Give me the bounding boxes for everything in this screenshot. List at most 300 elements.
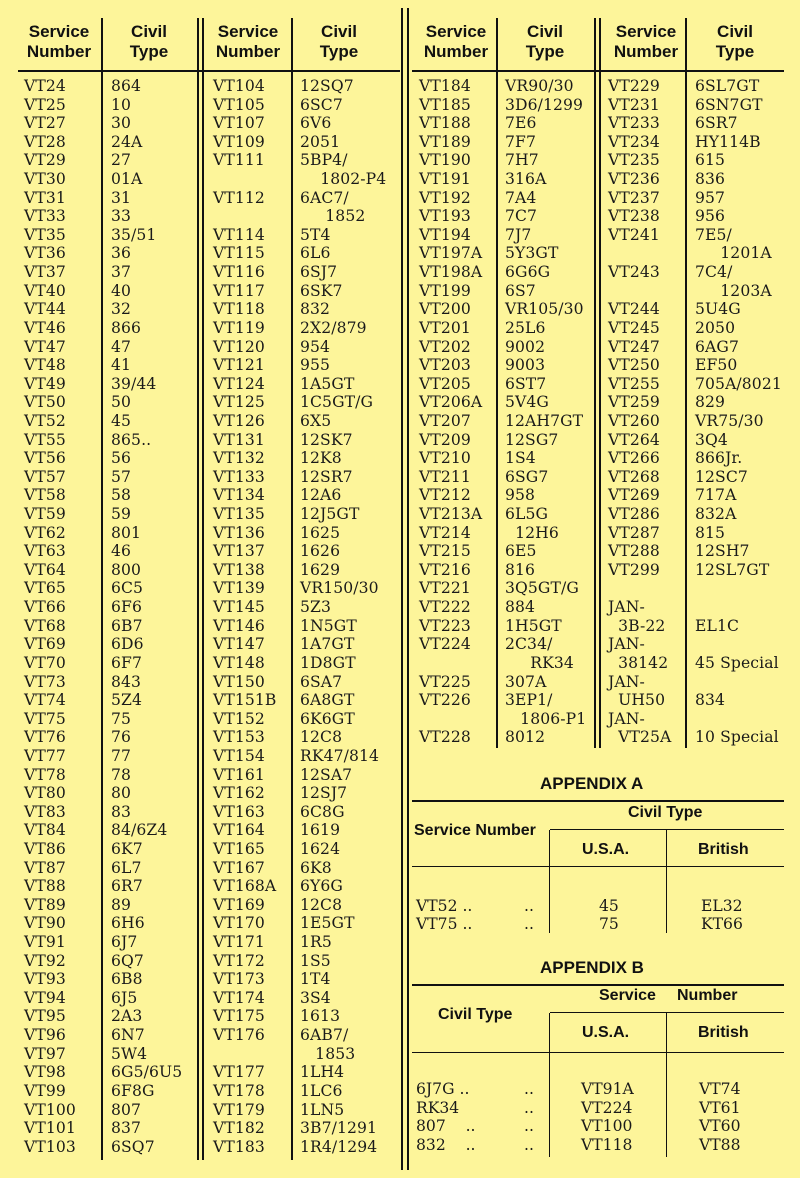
service-number-cell: VT104 [213, 77, 265, 95]
service-number-cell: VT62 [24, 523, 66, 542]
appendix-b-title: APPENDIX B [540, 958, 644, 977]
civil-type-cell: 1S5 [300, 951, 331, 970]
service-number-cell: VT95 [24, 1007, 66, 1026]
service-number-cell: VT96 [24, 1026, 66, 1045]
service-number-cell: VT216 [419, 560, 471, 579]
service-number-cell: VT25A [608, 728, 672, 747]
appendix-b-head-british: British [698, 1024, 749, 1041]
header-civil-3 [503, 22, 587, 62]
service-number-cell: VT97 [24, 1044, 66, 1063]
service-number-cell [213, 170, 277, 189]
service-number-cell: VT182 [213, 1119, 265, 1138]
civil-type-cell: 6A8GT [300, 691, 355, 710]
service-number-cell: VT177 [213, 1063, 265, 1082]
civil-type-cell: 45 Special [695, 653, 779, 672]
service-number-cell: VT136 [213, 523, 265, 542]
civil-type-cell: 36 [111, 244, 132, 263]
service-number-cell: VT46 [24, 318, 66, 337]
civil-type-cell: 829 [695, 393, 726, 412]
service-number-cell: VT169 [213, 895, 265, 914]
civil-type-cell: 3Q5GT/G [505, 579, 579, 598]
header-rule-left [18, 70, 400, 72]
service-number-cell: VT185 [419, 95, 471, 114]
header-service-bottom: Number [26, 42, 92, 61]
civil-type-cell: 57 [111, 467, 132, 486]
service-number-cell: VT176 [213, 1026, 265, 1045]
service-number-cell: VT162 [213, 784, 265, 803]
header-service-bottom: Number [215, 42, 281, 61]
service-number-cell: VT178 [213, 1081, 265, 1100]
header-rule-right [412, 70, 784, 72]
service-number-cell: VT73 [24, 672, 66, 691]
service-number-cell: VT63 [24, 542, 66, 561]
page-divider [407, 8, 409, 1170]
service-number-cell: VT58 [24, 486, 66, 505]
service-number-cell: VT99 [24, 1081, 66, 1100]
civil-type-cell: 84/6Z4 [111, 821, 168, 840]
civil-type-cell: 6K6GT [300, 709, 355, 728]
appendix-b-row-key: 6J7G .. [416, 1080, 470, 1098]
civil-type-cell: 1629 [300, 560, 341, 579]
civil-type-cell: 1624 [300, 839, 341, 858]
service-number-cell: VT83 [24, 802, 66, 821]
civil-type-cell: 2X2/879 [300, 318, 367, 337]
service-number-cell: VT64 [24, 560, 66, 579]
service-number-cell [213, 1045, 277, 1064]
service-number-cell: VT31 [24, 188, 66, 207]
service-number-cell: VT287 [608, 523, 660, 542]
header-civil-2 [298, 22, 380, 62]
service-number-cell: VT91 [24, 933, 66, 952]
service-number-cell: VT116 [213, 263, 265, 282]
service-number-cell: VT161 [213, 765, 265, 784]
appendix-a-divider [549, 830, 550, 933]
service-number-cell: VT49 [24, 374, 66, 393]
service-number-cell: VT250 [608, 356, 660, 375]
service-number-cell: VT65 [24, 579, 66, 598]
service-number-cell: VT183 [213, 1137, 265, 1156]
service-number-cell: VT57 [24, 467, 66, 486]
civil-type-cell: 1LC6 [300, 1081, 343, 1100]
service-number-cell: VT266 [608, 449, 660, 468]
service-number-cell: VT190 [419, 151, 471, 170]
appendix-a-row-usa: 75 [599, 915, 619, 933]
service-number-cell: VT133 [213, 467, 265, 486]
civil-type-cell: 27 [111, 151, 132, 170]
service-number-cell: VT36 [24, 244, 66, 263]
service-number-cell: VT86 [24, 839, 66, 858]
service-number-cell: VT145 [213, 598, 265, 617]
civil-type-cell: 9003 [505, 356, 546, 375]
appendix-b-row-usa: VT91A [581, 1080, 634, 1098]
service-number-cell: VT170 [213, 914, 265, 933]
civil-type-cell: 837 [111, 1119, 142, 1138]
civil-type-cell: 864 [111, 77, 142, 95]
service-number-cell: VT80 [24, 784, 66, 803]
service-number-cell: VT131 [213, 430, 265, 449]
civil-type-cell: 6SJ7 [300, 263, 338, 282]
service-column-3 [419, 77, 482, 747]
service-number-cell: VT268 [608, 467, 660, 486]
service-number-cell: VT111 [213, 151, 265, 170]
civil-type-cell: 10 [111, 95, 132, 114]
civil-type-cell [695, 635, 782, 654]
service-number-cell: VT168A [213, 877, 277, 896]
service-number-cell: VT138 [213, 560, 265, 579]
header-civil-bottom: Type [319, 42, 359, 61]
appendix-a-row-usa: 45 [599, 897, 619, 915]
civil-type-cell: 6S7 [505, 281, 536, 300]
civil-type-cell: 12K8 [300, 449, 342, 468]
civil-type-cell: 5U4G [695, 300, 741, 319]
civil-type-cell: 6J5 [111, 988, 138, 1007]
service-number-cell: VT35 [24, 225, 66, 244]
civil-type-cell: 865.. [111, 430, 152, 449]
appendix-b-row-british: VT74 [699, 1080, 741, 1098]
service-number-cell: VT114 [213, 225, 265, 244]
service-number-cell: VT78 [24, 765, 66, 784]
civil-type-cell: 1N5GT [300, 616, 357, 635]
civil-type-cell: 6L7 [111, 858, 142, 877]
service-number-cell: VT55 [24, 430, 66, 449]
service-number-cell: VT222 [419, 598, 471, 617]
service-number-cell: JAN- [608, 598, 645, 617]
service-number-cell: VT112 [213, 188, 265, 207]
service-number-cell: VT103 [24, 1137, 76, 1156]
civil-type-cell: 1613 [300, 1007, 341, 1026]
civil-type-cell: 37 [111, 263, 132, 282]
appendix-b-head-group-b: Number [677, 987, 738, 1004]
service-number-cell: VT68 [24, 616, 66, 635]
civil-type-cell: 32 [111, 300, 132, 319]
civil-type-cell: 866 [111, 318, 142, 337]
civil-type-cell: 56 [111, 449, 132, 468]
civil-type-cell: 6K8 [300, 858, 332, 877]
service-number-cell: VT211 [419, 467, 471, 486]
service-number-cell: VT244 [608, 300, 660, 319]
service-number-cell: VT90 [24, 914, 66, 933]
civil-type-cell: RK34 [505, 653, 574, 672]
service-number-cell: UH50 [608, 691, 666, 710]
civil-type-cell: 816 [505, 560, 536, 579]
service-number-cell: VT179 [213, 1100, 265, 1119]
service-number-cell: VT165 [213, 839, 265, 858]
column-divider-double [594, 18, 596, 748]
header-civil-bottom: Type [715, 42, 755, 61]
civil-type-cell: 6X5 [300, 411, 332, 430]
service-number-cell: VT150 [213, 672, 265, 691]
civil-type-cell: 10 Special [695, 728, 779, 747]
service-number-cell: VT120 [213, 337, 265, 356]
service-number-cell: VT175 [213, 1007, 265, 1026]
civil-type-cell: 2051 [300, 132, 341, 151]
page-divider [401, 8, 403, 1170]
service-number-cell: VT189 [419, 132, 471, 151]
civil-type-cell: 31 [111, 188, 132, 207]
civil-type-cell: RK47/814 [300, 746, 380, 765]
civil-type-cell: 12SJ7 [300, 784, 348, 803]
service-number-cell: VT66 [24, 598, 66, 617]
civil-type-cell: VR90/30 [505, 77, 574, 95]
civil-type-cell: 6C5 [111, 579, 144, 598]
header-civil-top: Civil [131, 22, 167, 41]
service-number-cell: VT139 [213, 579, 265, 598]
civil-type-cell: 12SH7 [695, 542, 750, 561]
civil-type-cell: 6H6 [111, 914, 145, 933]
civil-type-cell: 12C8 [300, 895, 343, 914]
service-number-cell: VT264 [608, 430, 660, 449]
service-number-cell: VT236 [608, 170, 660, 189]
appendix-a-head-group: Civil Type [628, 804, 703, 821]
service-number-cell: VT105 [213, 95, 265, 114]
civil-type-cell: 3B7/1291 [300, 1119, 378, 1138]
civil-type-cell: 78 [111, 765, 132, 784]
civil-type-cell: 6SL7GT [695, 77, 760, 95]
civil-type-cell: 1C5GT/G [300, 393, 374, 412]
civil-type-cell: 41 [111, 356, 132, 375]
service-number-cell: VT237 [608, 188, 660, 207]
service-number-cell: VT126 [213, 411, 265, 430]
service-number-cell: VT24 [24, 77, 66, 95]
appendix-a-row-british: KT66 [701, 915, 743, 933]
civil-column-2 [300, 77, 386, 1156]
service-number-cell: VT147 [213, 635, 265, 654]
civil-type-cell: 6AC7/ [300, 188, 349, 207]
service-number-cell: VT132 [213, 449, 265, 468]
civil-type-cell: 7F7 [505, 132, 536, 151]
service-number-cell: JAN- [608, 672, 645, 691]
service-number-cell: VT121 [213, 356, 265, 375]
appendix-a-row-key: VT52 .. [416, 897, 473, 915]
civil-type-cell: 6F7 [111, 653, 142, 672]
service-number-cell: VT206A [419, 393, 483, 412]
civil-type-cell: 1A5GT [300, 374, 355, 393]
appendix-a-head-usa: U.S.A. [582, 841, 630, 858]
service-number-cell: VT75 [24, 709, 66, 728]
service-number-cell: VT77 [24, 746, 66, 765]
civil-type-cell: 6SQ7 [111, 1137, 155, 1156]
civil-type-cell: 1T4 [300, 970, 331, 989]
civil-type-cell: 2C34/ [505, 635, 553, 654]
service-number-cell: VT235 [608, 151, 660, 170]
appendix-b-row-key: 832 .. [416, 1136, 476, 1154]
service-number-cell: VT215 [419, 542, 471, 561]
appendix-b-divider [549, 1013, 550, 1157]
service-number-cell: VT151B [213, 691, 277, 710]
civil-type-cell: 6N7 [111, 1026, 145, 1045]
appendix-b-row-dots: .. [524, 1117, 534, 1135]
civil-type-cell: 7E5/ [695, 225, 732, 244]
civil-type-cell: 6F6 [111, 598, 142, 617]
civil-type-cell: 1R5 [300, 933, 332, 952]
civil-type-cell: 6L6 [300, 244, 331, 263]
column-divider [291, 18, 293, 1160]
header-civil-bottom: Type [525, 42, 565, 61]
service-number-cell: VT234 [608, 132, 660, 151]
service-number-cell: VT146 [213, 616, 265, 635]
header-service-top: Service [615, 22, 677, 41]
service-number-cell: VT69 [24, 635, 66, 654]
service-number-cell: VT87 [24, 858, 66, 877]
service-number-cell: VT118 [213, 300, 265, 319]
service-number-cell: VT213A [419, 505, 483, 524]
civil-type-cell: 6G6G [505, 263, 551, 282]
civil-type-cell: 1H5GT [505, 616, 562, 635]
service-number-cell: VT29 [24, 151, 66, 170]
header-service-1 [22, 22, 96, 62]
appendix-b-row-dots: .. [524, 1080, 534, 1098]
civil-type-cell: 6V6 [300, 114, 332, 133]
appendix-b-sub-rule [550, 1012, 784, 1013]
appendix-a-head-rule [412, 866, 784, 867]
service-number-cell: VT207 [419, 411, 471, 430]
appendix-b-row-dots: .. [524, 1136, 534, 1154]
civil-type-cell: 50 [111, 393, 132, 412]
civil-type-cell: 1S4 [505, 449, 536, 468]
service-number-cell: VT286 [608, 505, 660, 524]
service-number-cell: VT28 [24, 132, 66, 151]
service-number-cell: VT100 [24, 1100, 76, 1119]
service-number-cell: VT200 [419, 300, 471, 319]
service-number-cell: VT299 [608, 560, 660, 579]
civil-type-cell: 12SQ7 [300, 77, 354, 95]
civil-type-cell: 6L5G [505, 505, 549, 524]
service-number-cell [419, 654, 482, 673]
civil-type-cell: 01A [111, 170, 143, 189]
civil-type-cell: 2A3 [111, 1007, 143, 1026]
civil-type-cell: 956 [695, 207, 726, 226]
civil-type-cell: 1203A [695, 281, 772, 300]
service-number-cell: VT260 [608, 411, 660, 430]
service-number-cell: VT210 [419, 449, 471, 468]
appendix-b-top-rule [412, 984, 784, 986]
civil-type-cell: 12A6 [300, 486, 342, 505]
civil-type-cell: 12C8 [300, 728, 343, 747]
service-number-cell: VT174 [213, 988, 265, 1007]
service-number-cell: VT194 [419, 225, 471, 244]
service-number-cell: VT107 [213, 114, 265, 133]
civil-type-cell: 7J7 [505, 225, 532, 244]
service-number-cell: VT245 [608, 318, 660, 337]
civil-type-cell: 1625 [300, 523, 341, 542]
appendix-b-divider [666, 1013, 667, 1157]
column-divider-double [202, 18, 204, 1160]
service-number-cell: VT233 [608, 114, 660, 133]
civil-type-cell: 1D8GT [300, 653, 356, 672]
service-number-cell: VT243 [608, 263, 660, 282]
service-number-cell: VT226 [419, 691, 471, 710]
service-number-cell: VT84 [24, 821, 66, 840]
civil-type-cell: 6SA7 [300, 672, 343, 691]
appendix-a-row-key: VT75 .. [416, 915, 473, 933]
service-number-cell: VT125 [213, 393, 265, 412]
service-number-cell: VT101 [24, 1119, 76, 1138]
civil-column-1 [111, 77, 182, 1156]
civil-type-cell: 1619 [300, 821, 341, 840]
civil-type-cell: 843 [111, 672, 142, 691]
civil-type-cell: 807 [111, 1100, 142, 1119]
civil-type-cell: 1852 [300, 207, 366, 226]
header-service-4 [608, 22, 684, 62]
civil-type-cell: 832 [300, 300, 331, 319]
appendix-a-row-dots: .. [524, 897, 534, 915]
civil-type-cell: 75 [111, 709, 132, 728]
civil-type-cell: 8012 [505, 728, 546, 747]
civil-type-cell: 958 [505, 486, 536, 505]
civil-type-cell: 3S4 [300, 988, 331, 1007]
service-number-cell: VT288 [608, 542, 660, 561]
civil-type-cell: 76 [111, 728, 132, 747]
civil-type-cell: 12H6 [505, 523, 559, 542]
header-service-top: Service [28, 22, 90, 41]
civil-type-cell: 6E5 [505, 542, 537, 561]
service-number-cell: VT37 [24, 263, 66, 282]
service-number-cell: VT167 [213, 858, 265, 877]
civil-type-cell: 1201A [695, 244, 772, 263]
civil-type-cell: 5Z4 [111, 691, 142, 710]
header-civil-top: Civil [717, 22, 753, 41]
civil-type-cell: 6B8 [111, 970, 143, 989]
service-number-cell: VT269 [608, 486, 660, 505]
civil-type-cell: 6D6 [111, 635, 144, 654]
civil-type-cell: 7H7 [505, 151, 539, 170]
service-number-cell: VT173 [213, 970, 265, 989]
service-number-cell: VT201 [419, 318, 471, 337]
civil-type-cell: 1853 [300, 1044, 356, 1063]
header-civil-4 [693, 22, 777, 62]
service-number-cell: VT153 [213, 728, 265, 747]
civil-type-cell: 1R4/1294 [300, 1137, 378, 1156]
appendix-b-row-british: VT60 [699, 1117, 741, 1135]
service-number-cell: JAN- [608, 709, 645, 728]
civil-type-cell: 1LH4 [300, 1063, 345, 1082]
service-number-cell: VT229 [608, 77, 660, 95]
appendix-b-row-british: VT61 [699, 1099, 741, 1117]
civil-type-cell: 1626 [300, 542, 341, 561]
service-number-cell: VT50 [24, 393, 66, 412]
service-number-cell: VT221 [419, 579, 471, 598]
header-service-2 [211, 22, 285, 62]
civil-type-cell: 83 [111, 802, 132, 821]
civil-type-cell: 7E6 [505, 114, 537, 133]
civil-type-cell: 77 [111, 746, 132, 765]
civil-type-cell: 25L6 [505, 318, 546, 337]
service-number-cell: VT203 [419, 356, 471, 375]
service-number-cell: VT148 [213, 653, 265, 672]
service-number-cell: VT191 [419, 170, 471, 189]
service-number-cell: VT223 [419, 616, 471, 635]
civil-type-cell: 316A [505, 170, 547, 189]
civil-type-cell: 12AH7GT [505, 411, 584, 430]
civil-type-cell: 12SR7 [300, 467, 353, 486]
service-number-cell: JAN- [608, 635, 645, 654]
civil-type-cell: 46 [111, 542, 132, 561]
service-number-cell: 3B-22 [608, 616, 666, 635]
service-number-cell: VT98 [24, 1063, 66, 1082]
service-number-cell [608, 579, 671, 598]
civil-type-cell: 836 [695, 170, 726, 189]
civil-type-cell: 58 [111, 486, 132, 505]
service-number-cell: VT171 [213, 933, 265, 952]
civil-type-cell: 3EP1/ [505, 691, 553, 710]
service-number-cell: VT89 [24, 895, 66, 914]
service-number-cell [608, 282, 671, 301]
service-number-cell: VT115 [213, 244, 265, 263]
appendix-a-divider [666, 830, 667, 933]
civil-type-cell: 1E5GT [300, 914, 355, 933]
civil-type-cell: EF50 [695, 356, 738, 375]
civil-type-cell: 39/44 [111, 374, 157, 393]
